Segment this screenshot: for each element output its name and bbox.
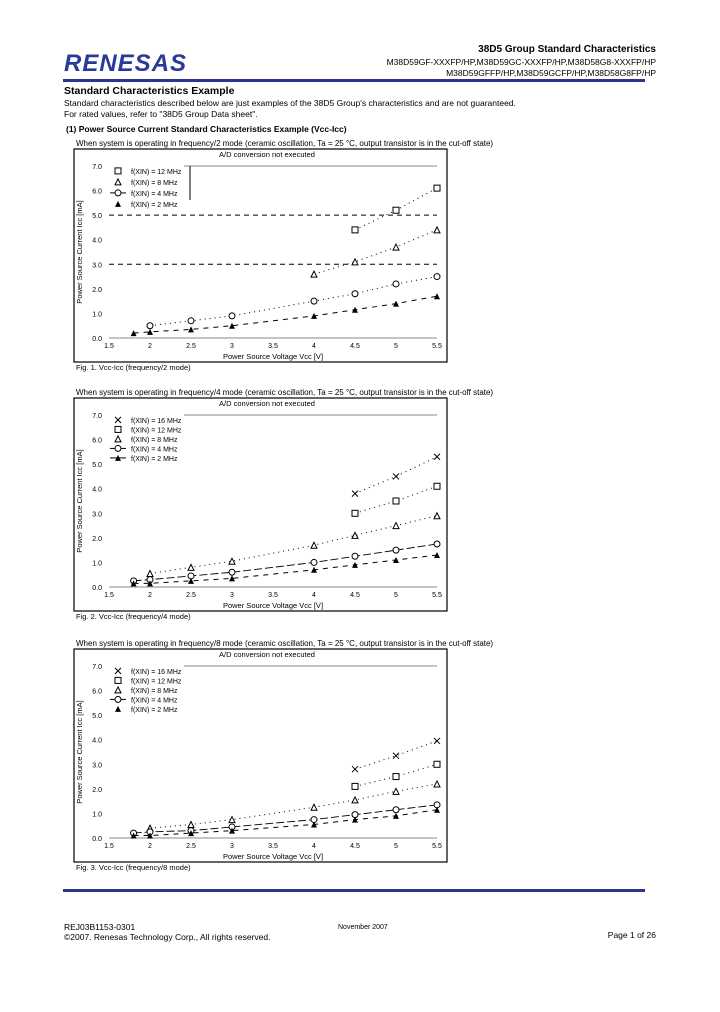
legend-marker [115,417,121,423]
chart-condition: When system is operating in frequency/4 mode (ceramic oscillation, Ta = 25 °C, output transistor is in the cut-off state) [76,388,494,397]
y-tick-label: 0.0 [92,336,102,343]
data-point [434,738,440,744]
x-tick-label: 3 [230,592,234,599]
chart-note: A/D conversion not executed [219,150,315,159]
legend-marker [115,190,121,196]
chart-condition: When system is operating in frequency/8 mode (ceramic oscillation, Ta = 25 °C, output transistor is in the cut-off state) [76,639,494,648]
legend-label: f(XIN) = 4 MHz [131,190,178,198]
data-point [352,510,358,516]
legend-label: f(XIN) = 16 MHz [131,417,182,425]
data-point [434,454,440,460]
y-tick-label: 7.0 [92,413,102,420]
x-tick-label: 2.5 [186,343,196,350]
data-point [188,326,194,332]
data-point [188,578,194,584]
x-tick-label: 5.5 [432,843,442,850]
chart-note: A/D conversion not executed [219,399,315,408]
y-tick-label: 4.0 [92,237,102,245]
data-point [434,781,440,787]
data-point [352,797,358,803]
data-point [229,313,235,319]
page-number: Page 1 of 26 [607,930,656,940]
part-numbers-1: M38D59GF-XXXFP/HP,M38D59GC-XXXFP/HP,M38D58G8-XXXFP/HP [386,57,656,67]
y-tick-label: 3.0 [92,511,102,519]
y-tick-label: 2.0 [92,286,102,294]
chart-frame [74,398,447,611]
data-point [434,227,440,233]
data-point [352,491,358,497]
x-tick-label: 3.5 [268,592,278,599]
y-axis-label: Power Source Current Icc [mA] [75,700,84,804]
doc-number: REJ03B1153-0301 [64,922,136,932]
legend-marker [115,696,121,702]
copyright: ©2007. Renesas Technology Corp., All rights reserved. [64,932,271,942]
x-tick-label: 4.5 [350,843,360,850]
legend-label: f(XIN) = 8 MHz [131,436,178,444]
series-line [134,805,437,833]
x-tick-label: 1.5 [104,343,114,350]
legend-label: f(XIN) = 12 MHz [131,168,182,176]
data-point [393,753,399,759]
legend-label: f(XIN) = 4 MHz [131,697,178,705]
legend-label: f(XIN) = 8 MHz [131,687,178,695]
legend-label: f(XIN) = 12 MHz [131,427,182,435]
y-axis-label: Power Source Current Icc [mA] [75,200,84,304]
legend-marker [115,668,121,674]
subsection-heading: (1) Power Source Current Standard Characteristics Example (Vcc-Icc) [66,124,347,134]
doc-title: 38D5 Group Standard Characteristics [478,44,656,55]
x-tick-label: 4 [312,592,316,599]
y-tick-label: 7.0 [92,164,102,171]
data-point [147,570,153,576]
series-line [134,810,437,836]
intro-line-2: For rated values, refer to "38D5 Group Data sheet". [64,109,258,119]
x-tick-label: 3.5 [268,843,278,850]
x-tick-label: 3.5 [268,343,278,350]
x-tick-label: 5 [394,592,398,599]
x-axis-label: Power Source Voltage Vcc [V] [222,352,324,361]
data-point [352,259,358,265]
footer-divider [63,889,645,892]
data-point [311,559,317,565]
chart-frame [74,149,447,362]
y-axis-label: Power Source Current Icc [mA] [75,449,84,553]
legend-marker [115,445,121,451]
y-tick-label: 1.0 [92,311,102,319]
x-tick-label: 1.5 [104,592,114,599]
x-tick-label: 5 [394,343,398,350]
x-tick-label: 4 [312,343,316,350]
header-divider [63,79,645,82]
data-point [393,807,399,813]
legend-label: f(XIN) = 8 MHz [131,179,178,187]
legend-marker [115,168,121,174]
y-tick-label: 0.0 [92,585,102,592]
series-line [134,555,437,583]
data-point [147,323,153,329]
data-point [311,298,317,304]
y-tick-label: 5.0 [92,213,102,221]
data-point [311,542,317,548]
data-point [229,569,235,575]
y-tick-label: 4.0 [92,486,102,494]
series-line [355,457,437,494]
data-point [352,766,358,772]
data-point [188,564,194,570]
y-tick-label: 6.0 [92,188,102,196]
data-point [188,318,194,324]
data-point [434,541,440,547]
chart-2 [0,387,720,627]
y-tick-label: 7.0 [92,664,102,671]
x-tick-label: 3 [230,343,234,350]
data-point [393,774,399,780]
legend-label: f(XIN) = 2 MHz [131,706,178,714]
series-line [134,296,437,333]
legend-marker [115,201,121,207]
y-tick-label: 2.0 [92,786,102,794]
x-tick-label: 2 [148,843,152,850]
y-tick-label: 6.0 [92,437,102,445]
data-point [393,547,399,553]
x-tick-label: 4.5 [350,343,360,350]
renesas-logo: RENESAS [64,50,188,77]
section-heading: Standard Characteristics Example [64,85,235,97]
x-tick-label: 2 [148,592,152,599]
legend-marker [115,436,121,442]
data-point [352,553,358,559]
data-point [188,821,194,827]
data-point [352,783,358,789]
y-tick-label: 0.0 [92,836,102,843]
data-point [434,761,440,767]
x-tick-label: 5.5 [432,343,442,350]
intro-line-1: Standard characteristics described below are just examples of the 38D5 Group's characteristics and are not guaranteed. [64,98,516,108]
data-point [352,291,358,297]
legend-label: f(XIN) = 2 MHz [131,455,178,463]
figure-caption: Fig. 1. Vcc-Icc (frequency/2 mode) [76,363,191,372]
legend-marker [115,687,121,693]
legend-marker [115,426,121,432]
chart-3 [0,638,720,878]
x-axis-label: Power Source Voltage Vcc [V] [222,601,324,610]
figure-caption: Fig. 3. Vcc-Icc (frequency/8 mode) [76,863,191,872]
data-point [311,804,317,810]
x-tick-label: 5.5 [432,592,442,599]
part-numbers-2: M38D59GFFP/HP,M38D59GCFP/HP,M38D58G8FP/HP [446,68,656,78]
data-point [311,271,317,277]
x-tick-label: 4 [312,843,316,850]
y-tick-label: 3.0 [92,262,102,270]
data-point [434,185,440,191]
data-point [393,498,399,504]
series-line [134,544,437,581]
x-tick-label: 2.5 [186,592,196,599]
y-tick-label: 1.0 [92,811,102,819]
y-tick-label: 3.0 [92,762,102,770]
data-point [393,281,399,287]
x-tick-label: 3 [230,843,234,850]
figure-caption: Fig. 2. Vcc-Icc (frequency/4 mode) [76,612,191,621]
date: November 2007 [338,924,388,931]
data-point [434,483,440,489]
x-tick-label: 2 [148,343,152,350]
x-axis-label: Power Source Voltage Vcc [V] [222,852,324,861]
legend-marker [115,706,121,712]
x-tick-label: 4.5 [350,592,360,599]
y-tick-label: 6.0 [92,688,102,696]
y-tick-label: 1.0 [92,560,102,568]
legend-label: f(XIN) = 2 MHz [131,201,178,209]
x-tick-label: 2.5 [186,843,196,850]
legend-marker [115,677,121,683]
chart-condition: When system is operating in frequency/2 mode (ceramic oscillation, Ta = 25 °C, output transistor is in the cut-off state) [76,139,494,148]
chart-note: A/D conversion not executed [219,650,315,659]
y-tick-label: 5.0 [92,713,102,721]
x-tick-label: 1.5 [104,843,114,850]
legend-label: f(XIN) = 16 MHz [131,668,182,676]
data-point [352,227,358,233]
series-line [314,230,437,274]
y-tick-label: 4.0 [92,737,102,745]
y-tick-label: 5.0 [92,462,102,470]
data-point [434,274,440,280]
chart-1 [0,138,720,378]
x-tick-label: 5 [394,843,398,850]
chart-frame [74,649,447,862]
data-point [393,473,399,479]
data-point [393,523,399,529]
data-point [393,207,399,213]
data-point [393,244,399,250]
legend-label: f(XIN) = 12 MHz [131,678,182,686]
legend-label: f(XIN) = 4 MHz [131,446,178,454]
y-tick-label: 2.0 [92,535,102,543]
legend-marker [115,179,121,185]
